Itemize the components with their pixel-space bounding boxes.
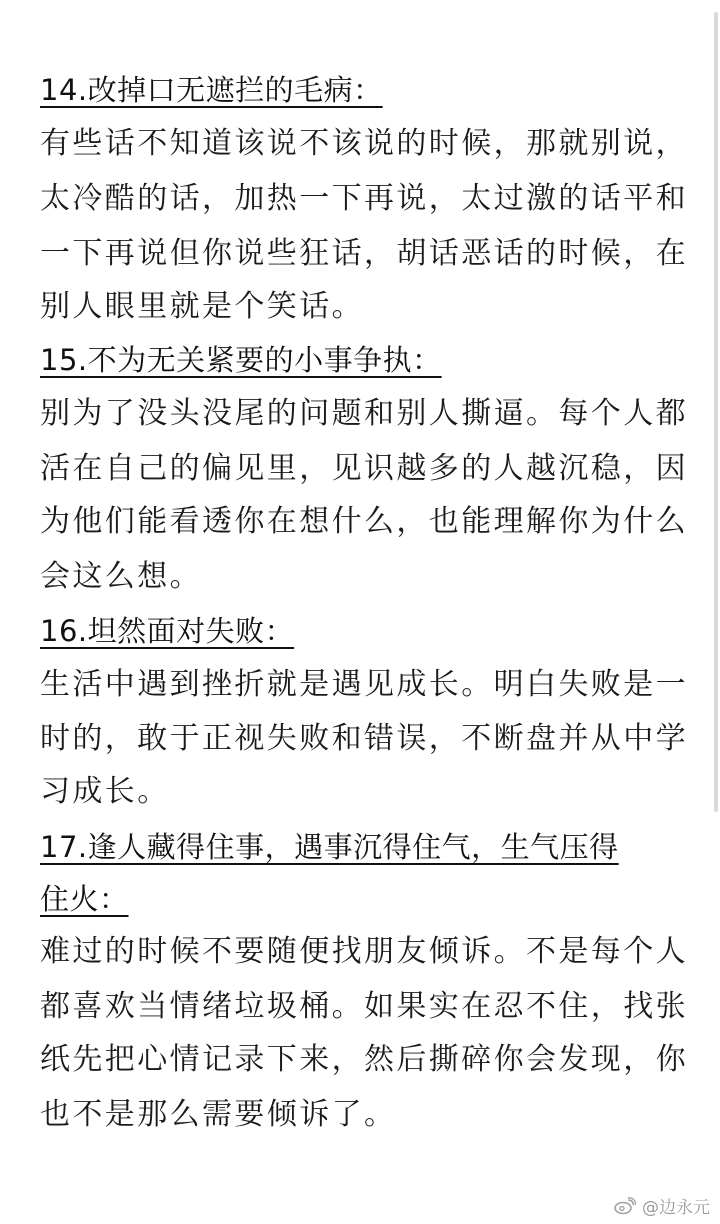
scrollbar[interactable] xyxy=(714,12,718,812)
paragraph-line: 会这么想。 xyxy=(40,559,202,594)
watermark xyxy=(614,1193,710,1218)
paragraph-line: 生活中遇到挫折就是遇见成长。明白失败是一 xyxy=(40,667,688,702)
weibo-icon xyxy=(614,1197,636,1215)
paragraph-line: 别人眼里就是个笑话。 xyxy=(40,289,364,324)
paragraph-line: 为他们能看透你在想什么，也能理解你为什么 xyxy=(40,504,688,539)
paragraph-line: 太冷酷的话，加热一下再说，太过激的话平和 xyxy=(40,181,688,216)
paragraph-line: 也不是那么需要倾诉了。 xyxy=(40,1097,397,1132)
paragraph-line: 一下再说但你说些狂话，胡话恶话的时候，在 xyxy=(40,236,688,271)
section-heading-14: 14.改掉口无遮拦的毛病： xyxy=(40,73,383,107)
section-heading-15: 15.不为无关紧要的小事争执： xyxy=(40,343,442,377)
section-heading-17-line-2: 住火： xyxy=(40,882,129,916)
paragraph-line: 活在自己的偏见里，见识越多的人越沉稳，因 xyxy=(40,451,688,486)
paragraph-line: 习成长。 xyxy=(40,774,170,809)
paragraph-line: 都喜欢当情绪垃圾桶。如果实在忍不住，找张 xyxy=(40,989,688,1024)
paragraph-line: 有些话不知道该说不该说的时候，那就别说， xyxy=(40,126,688,161)
paragraph-line: 时的，敢于正视失败和错误，不断盘并从中学 xyxy=(40,721,688,756)
watermark-text: @边永元 xyxy=(642,1198,710,1218)
section-heading-16: 16.坦然面对失败： xyxy=(40,614,295,648)
paragraph-line: 难过的时候不要随便找朋友倾诉。不是每个人 xyxy=(40,934,688,969)
paragraph-line: 别为了没头没尾的问题和别人撕逼。每个人都 xyxy=(40,396,688,431)
section-heading-17-line-1: 17.逢人藏得住事，遇事沉得住气，生气压得 xyxy=(40,830,619,864)
paragraph-line: 纸先把心情记录下来，然后撕碎你会发现，你 xyxy=(40,1042,688,1077)
